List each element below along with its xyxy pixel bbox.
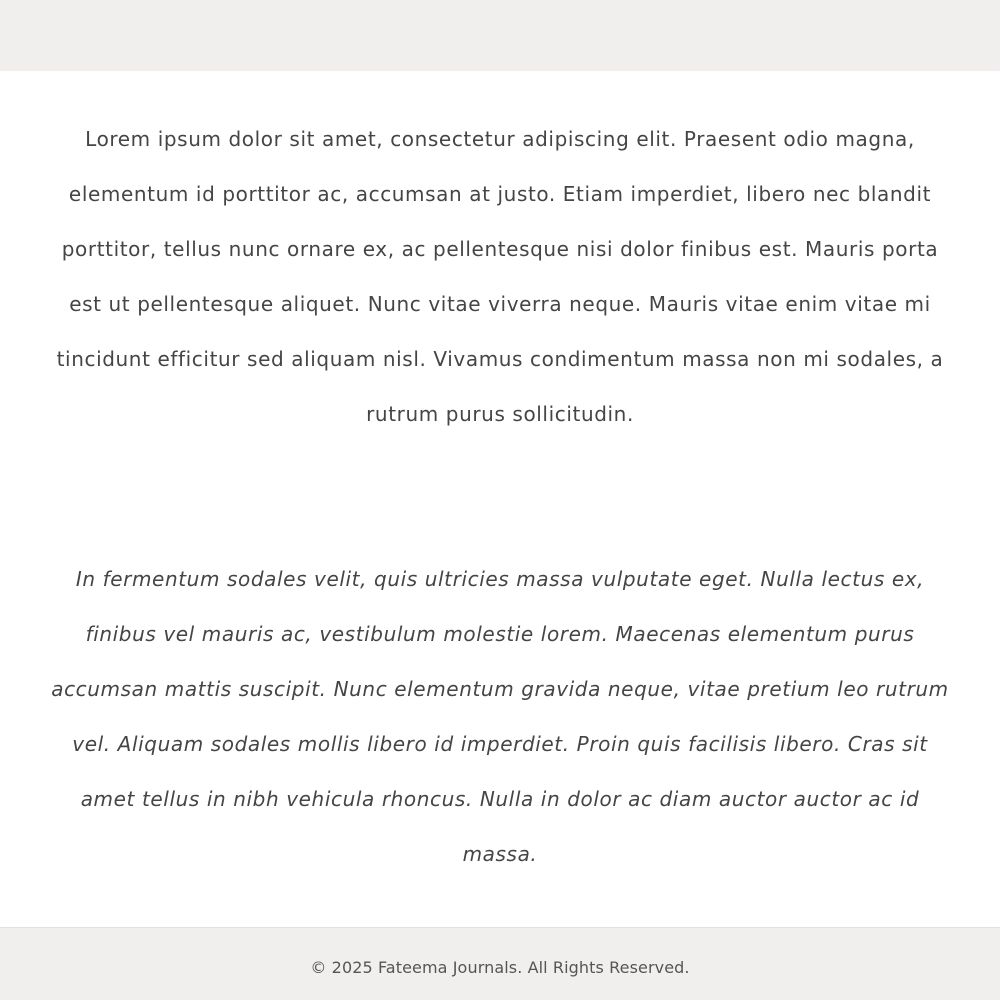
main-content [0, 71, 1000, 927]
footer-copyright: © 2025 Fateema Journals. All Rights Reserved. [310, 958, 690, 977]
top-bar [0, 0, 1000, 71]
paragraph-1: Lorem ipsum dolor sit amet, consectetur adipiscing elit. Praesent odio magna, elementum id porttitor ac, accumsan at justo. Etiam imperdiet, libero nec blandit porttitor, tellus nunc ornare ex, ac pellentesque nisi dolor finibus est. Mauris porta est ut pellentesque aliquet. Nunc vitae viverra neque. Mauris vitae enim vitae mi tincidunt efficitur sed aliquam nisl. Vivamus condimentum massa non mi sodales, a rutrum purus sollicitudin. [56, 127, 944, 426]
footer [0, 927, 1000, 1000]
paragraph-2: In fermentum sodales velit, quis ultricies massa vulputate eget. Nulla lectus ex, finibus vel mauris ac, vestibulum molestie lorem. Maecenas elementum purus accumsan mattis suscipit. Nunc elementum gravida neque, vitae pretium leo rutrum vel. Aliquam sodales mollis libero id imperdiet. Proin quis facilisis libero. Cras sit amet tellus in nibh vehicula rhoncus. Nulla in dolor ac diam auctor auctor ac id massa. [51, 567, 949, 866]
